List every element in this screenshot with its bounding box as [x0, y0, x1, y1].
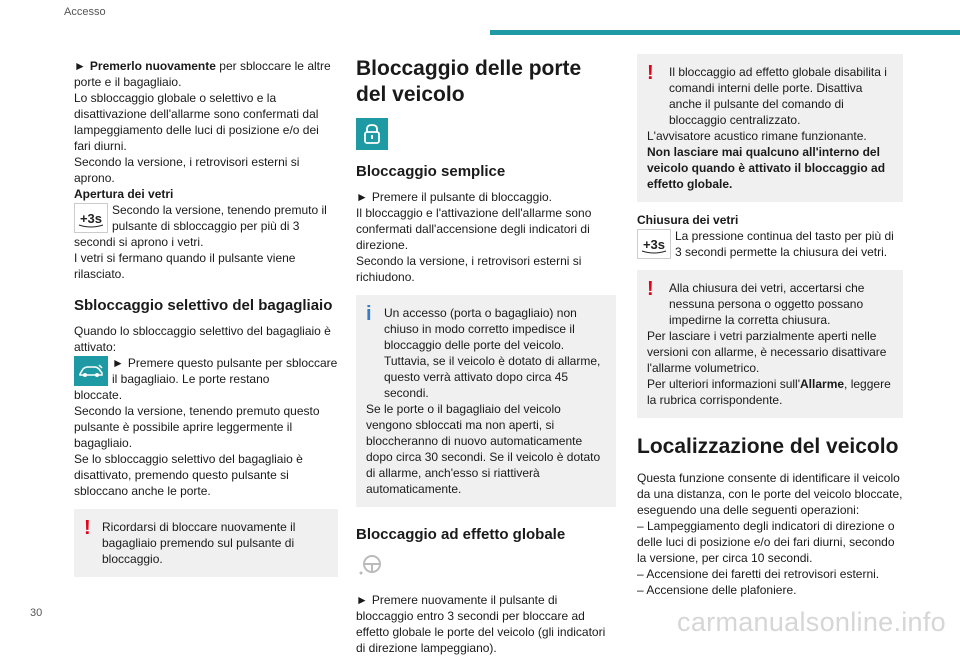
column-1: [74, 58, 338, 587]
warning-icon: !: [647, 278, 654, 300]
warning-icon: !: [647, 62, 654, 84]
windows-close-text: La pressione continua del tasto per più di 3 secondi permette la chiusura dei vetri.: [675, 229, 894, 259]
locate-intro: Questa funzione consente di identificare il veicolo da una distanza, con le porte del veicolo bloccate, eseguendo una delle seguenti operazioni:: [637, 471, 903, 517]
paragraph-premerlo: ► Premerlo nuovamente per sbloccare le altre porte e il bagagliaio.: [74, 59, 331, 89]
simple-lock-mirrors: Secondo la versione, i retrovisori esterni si richiudono.: [356, 254, 582, 284]
locate-item-2: – Accensione dei faretti dei retrovisori esterni.: [637, 567, 880, 581]
warning-box-windows: [637, 270, 903, 418]
simple-lock-confirm: Il bloccaggio e l'attivazione dell'allarme sono confermati dall'accensione degli indicatori di direzione.: [356, 206, 592, 252]
info-box-lock: [356, 295, 616, 507]
heading-windows-close: Chiusura dei vetri: [637, 213, 739, 227]
info-text-1: Un accesso (porta o bagagliaio) non chiuso in modo corretto impedisce il bloccaggio delle porte del veicolo. Tuttavia, se il veicolo è dotato di allarme, questo verrà attivato dopo circa 45 secondi.: [384, 306, 601, 400]
column-3: [637, 54, 903, 598]
warning-windows-text-2: Per lasciare i vetri parzialmente aperti nelle versioni con allarme, è necessario disattivare l'allarme volumetrico.: [647, 329, 887, 375]
arrow-icon: ►: [356, 593, 368, 607]
section-title-locking: Bloccaggio delle porte del veicolo: [356, 57, 582, 106]
heading-simple-lock: Bloccaggio semplice: [356, 163, 506, 180]
trunk-paragraph-3: Se lo sbloccaggio selettivo del bagagliaio è disattivato, premendo questo pulsante si sbloccano anche le porte.: [74, 452, 303, 498]
windows-open-text-cont: secondi si aprono i vetri.: [74, 235, 204, 249]
steering-wheel-icon: [356, 552, 386, 578]
warning-global-text-1: Il bloccaggio ad effetto globale disabilita i comandi interni delle porte. Disattiva anche il pulsante del comando di bloccaggio centralizzato.: [669, 65, 887, 127]
lock-icon: [356, 118, 388, 150]
paragraph-mirrors-open: Secondo la versione, i retrovisori esterni si aprono.: [74, 155, 300, 185]
locate-item-3: – Accensione delle plafoniere.: [637, 583, 797, 597]
heading-global-lock: Bloccaggio ad effetto globale: [356, 526, 566, 543]
windows-open-text: Secondo la versione, tenendo premuto il pulsante di sbloccaggio per più di 3: [112, 203, 327, 233]
trunk-row: [74, 355, 338, 387]
heading-windows-open: Apertura dei vetri: [74, 187, 174, 201]
watermark: carmanualsonline.info: [677, 607, 946, 637]
simple-lock-step: ► Premere il pulsante di bloccaggio.: [356, 190, 552, 204]
trunk-item-text: ► Premere questo pulsante per sbloccare il bagagliaio. Le porte restano: [112, 356, 338, 386]
warning-text: Ricordarsi di bloccare nuovamente il bagagliaio premendo sul pulsante di bloccaggio.: [102, 520, 296, 566]
svg-text:+3s: +3s: [79, 211, 103, 226]
section-title-locate: Localizzazione del veicolo: [637, 435, 899, 458]
paragraph-unlock-confirm: Lo sbloccaggio globale o selettivo e la disattivazione dell'allarme sono confermati dal lampeggiamento delle luci di posizione e/o dei fari diurni.: [74, 91, 319, 153]
svg-text:+3s: +3s: [642, 237, 666, 252]
column-2: [356, 56, 616, 656]
warning-global-text-2: L'avvisatore acustico rimane funzionante.: [647, 129, 867, 143]
warning-global-text-3: Non lasciare mai qualcuno all'interno del veicolo quando è attivato il bloccaggio ad effetto globale.: [647, 145, 886, 191]
arrow-icon: ►: [356, 190, 368, 204]
arrow-icon: ►: [74, 59, 86, 73]
arrow-icon: ►: [112, 356, 124, 370]
windows-close-row: [637, 228, 903, 260]
windows-open-row: [74, 202, 338, 234]
warning-windows-text-3: Per ulteriori informazioni sull'Allarme, leggere la rubrica corrispondente.: [647, 377, 891, 407]
warning-box-relock: [74, 509, 338, 577]
windows-stop-text: I vetri si fermano quando il pulsante viene rilasciato.: [74, 251, 296, 281]
hold-3s-icon: [637, 229, 671, 259]
header-accent-bar: [490, 30, 960, 35]
heading-trunk-unlock: Sbloccaggio selettivo del bagagliaio: [74, 297, 333, 314]
warning-windows-text-1: Alla chiusura dei vetri, accertarsi che nessuna persona o oggetto possano impedirne la corretta chiusura.: [669, 281, 865, 327]
warning-icon: !: [84, 517, 91, 539]
trunk-intro: Quando lo sbloccaggio selettivo del bagagliaio è attivato:: [74, 324, 331, 354]
hold-3s-icon: [74, 203, 108, 233]
locate-item-1: – Lampeggiamento degli indicatori di direzione o delle luci di posizione e/o dei fari diurni, secondo la versione, per circa 10 secondi.: [637, 519, 895, 565]
info-icon: i: [366, 303, 372, 325]
info-text-2: Se le porte o il bagagliaio del veicolo vengono sbloccati ma non aperti, si bloccheranno di nuovo automaticamente dopo circa 30 secondi. Se il veicolo è dotato di allarme, anch'esso si riattiverà automaticamente.: [366, 402, 601, 496]
trunk-item-text-cont: bloccate.: [74, 388, 123, 402]
warning-box-global: [637, 54, 903, 202]
page-number: 30: [30, 607, 43, 619]
header-title: Accesso: [64, 6, 106, 18]
global-lock-step: ► Premere nuovamente il pulsante di bloccaggio entro 3 secondi per bloccare ad effetto globale le porte del veicolo (gli indicatori di direzione lampeggiano).: [356, 593, 606, 655]
car-trunk-icon: [74, 356, 108, 386]
trunk-paragraph-2: Secondo la versione, tenendo premuto questo pulsante è possibile aprire leggermente il bagagliaio.: [74, 404, 320, 450]
